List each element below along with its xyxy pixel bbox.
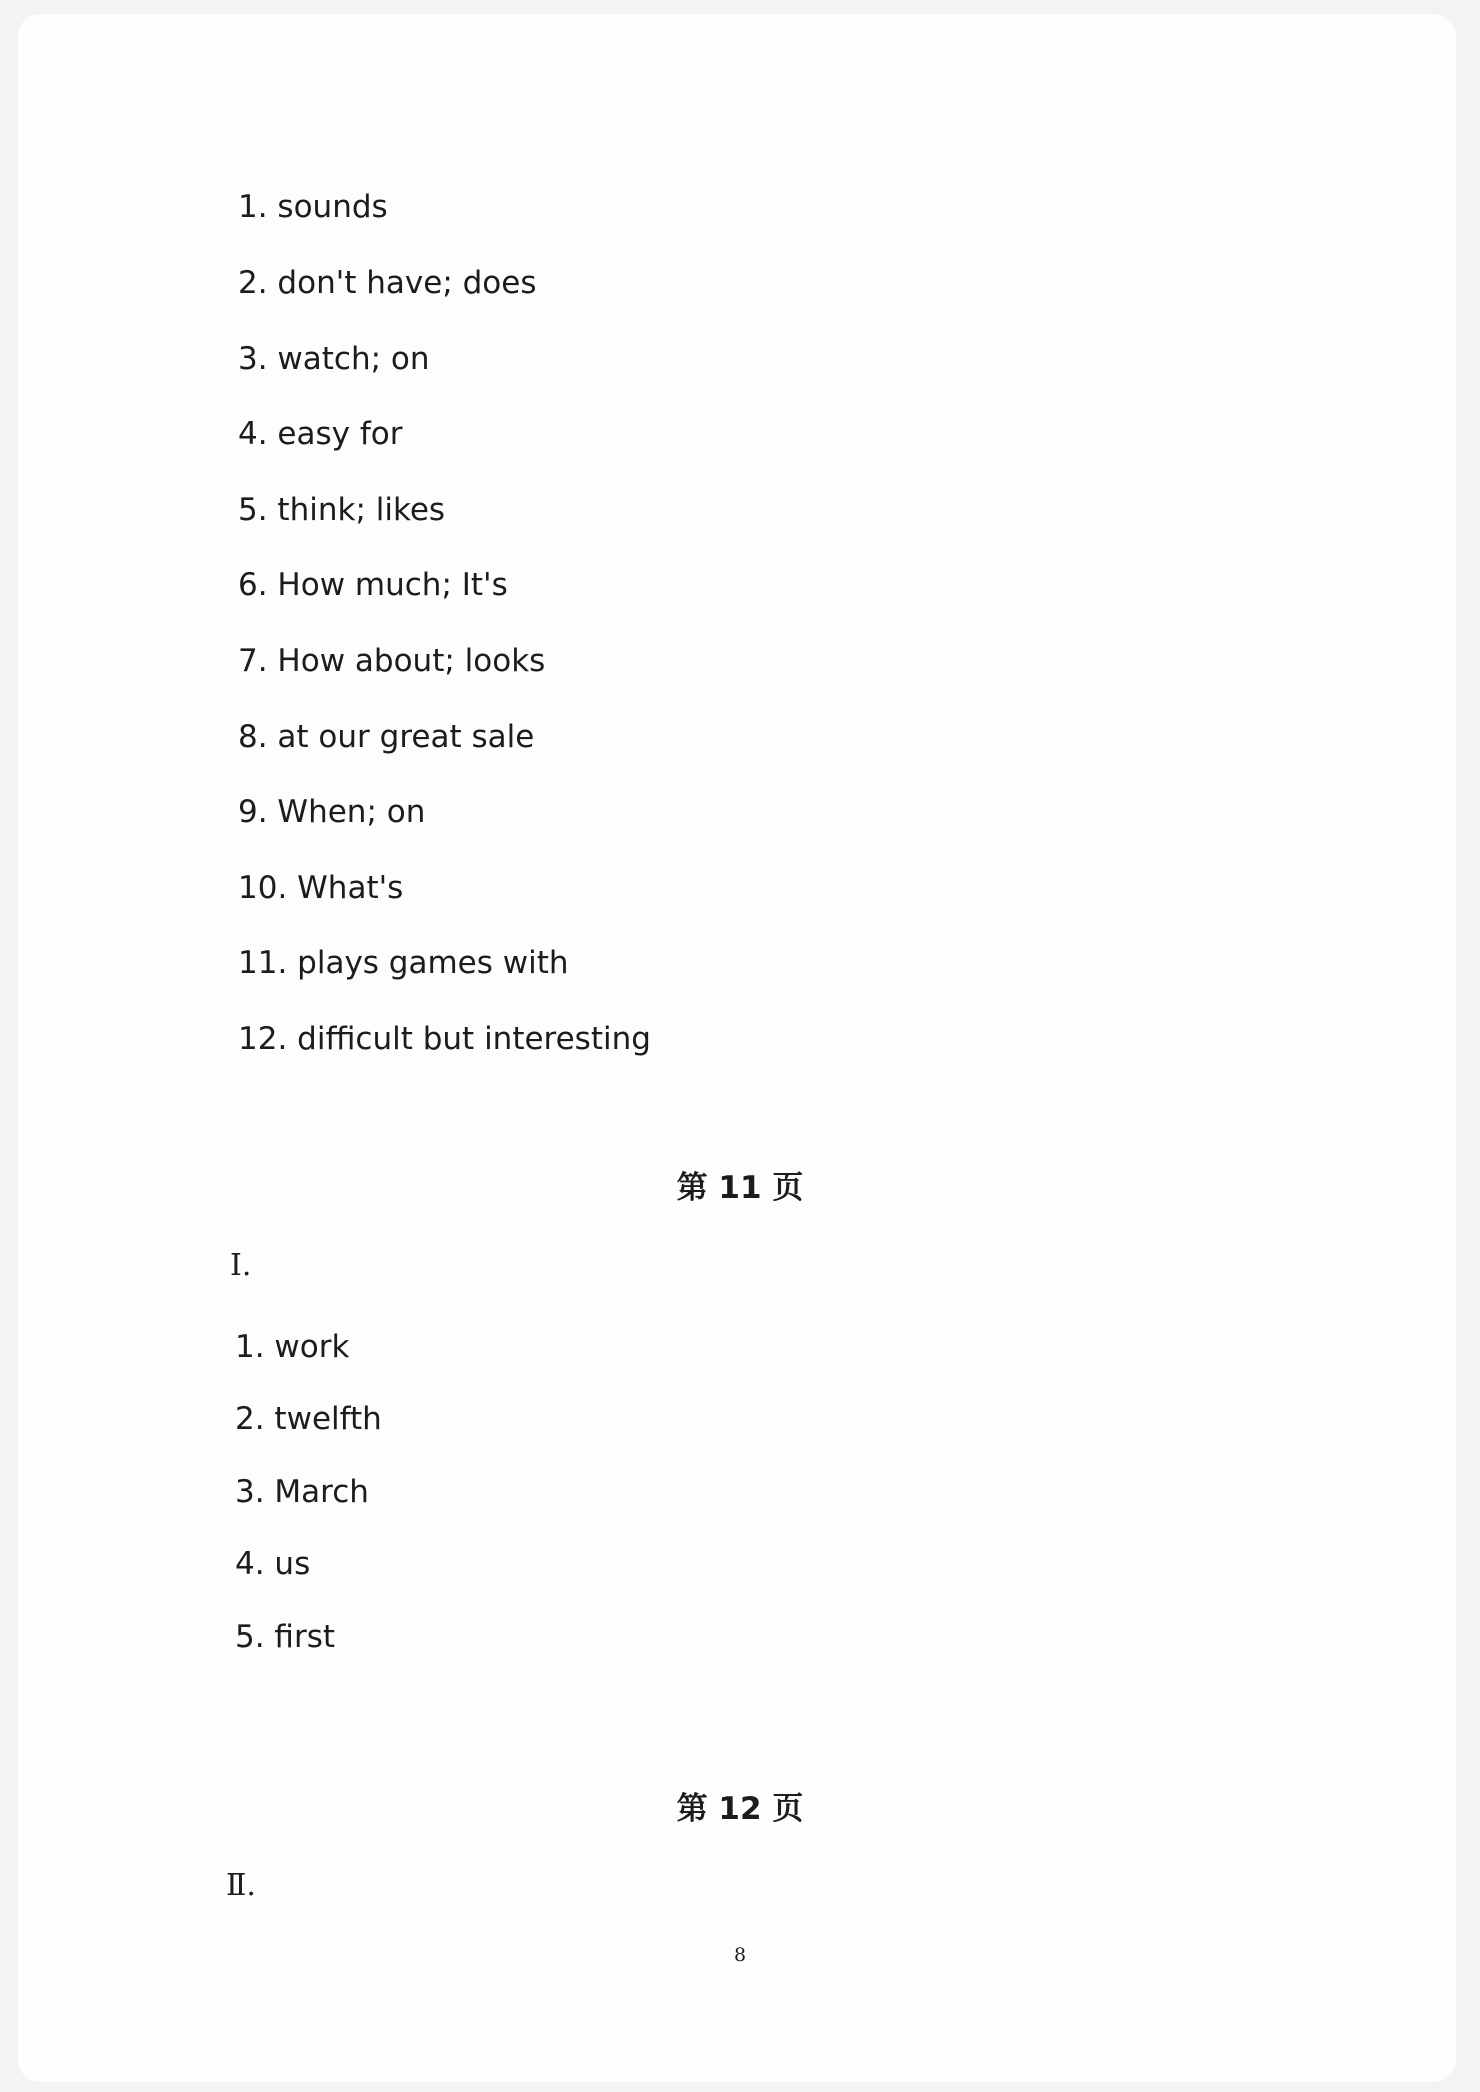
answer-item: 3. March [235, 1474, 369, 1510]
answer-item: 2. twelfth [235, 1401, 382, 1437]
answer-item: 1. sounds [238, 189, 388, 225]
answer-item: 7. How about; looks [238, 643, 546, 679]
answer-item: 8. at our great sale [238, 719, 535, 755]
answer-item: 12. difficult but interesting [238, 1021, 651, 1057]
section-heading-page12: 第 12 页 [676, 1791, 804, 1827]
answer-item: 5. first [235, 1619, 336, 1655]
part-label: Ⅱ. [226, 1868, 256, 1903]
answer-item: 4. easy for [238, 416, 403, 452]
answer-item: 9. When; on [238, 794, 426, 830]
answer-item: 10. What's [238, 870, 404, 906]
answer-item: 5. think; likes [238, 492, 446, 528]
answer-item: 6. How much; It's [238, 567, 508, 603]
answer-item: 4. us [235, 1546, 311, 1582]
answer-item: 2. don't have; does [238, 265, 537, 301]
answer-item: 3. watch; on [238, 341, 430, 377]
section-heading-page11: 第 11 页 [676, 1170, 804, 1206]
answer-item: 11. plays games with [238, 945, 569, 981]
page-number: 8 [733, 1944, 747, 1966]
answer-item: 1. work [235, 1329, 350, 1365]
document-page [18, 14, 1456, 2082]
part-label: Ⅰ. [230, 1248, 252, 1283]
